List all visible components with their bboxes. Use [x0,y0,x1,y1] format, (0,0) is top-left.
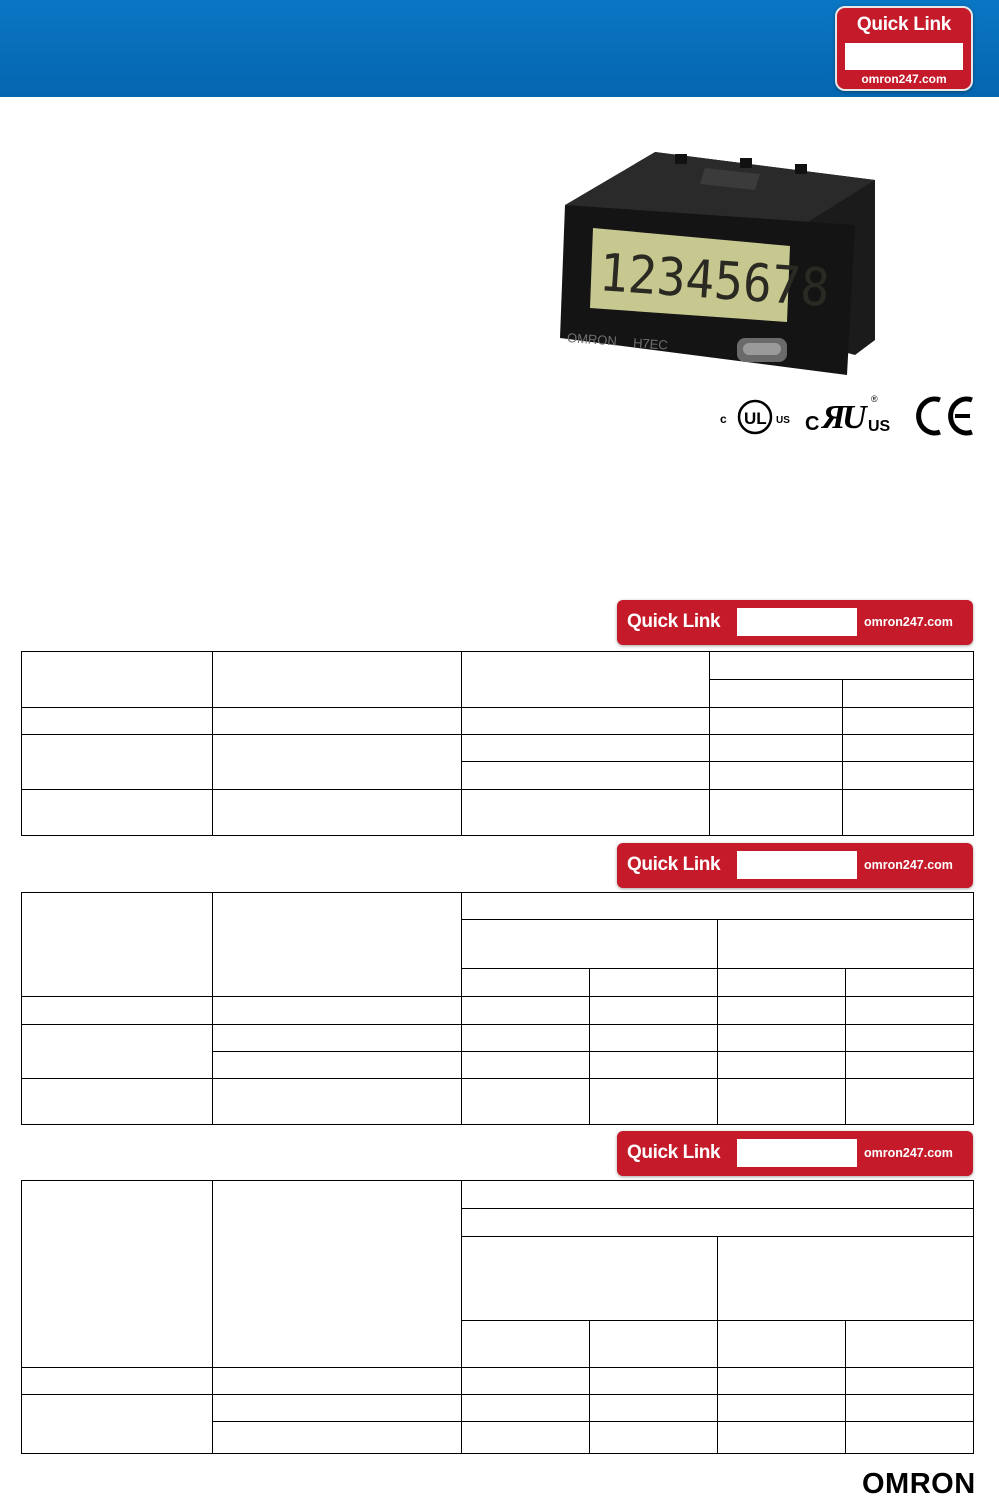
svg-text:US: US [868,418,891,435]
spec-table-3 [21,1180,974,1454]
quick-link-url[interactable]: omron247.com [864,615,953,629]
quick-link-code-field [737,608,857,636]
svg-text:US: US [776,415,790,426]
svg-text:®: ® [871,394,878,404]
product-display-digits: 12345678 [597,242,832,319]
quick-link-badge[interactable] [835,6,973,91]
certification-marks [718,388,980,438]
quick-link-code-field [737,851,857,879]
quick-link-url[interactable]: omron247.com [864,858,953,872]
product-brand-label: OMRON [566,330,618,349]
ce-mark [919,399,972,433]
quick-link-url[interactable]: omron247.com [861,72,947,86]
quick-link-bar-3[interactable] [617,1131,973,1176]
quick-link-label: Quick Link [627,854,721,875]
product-model-label: H7EC [632,335,669,353]
quick-link-url[interactable]: omron247.com [864,1146,953,1160]
omron-logo: OMRON [862,1468,976,1500]
product-image [555,150,880,375]
header-band [0,0,999,97]
quick-link-code-field [737,1139,857,1167]
cur-us-mark [805,394,891,436]
cul-us-mark [720,401,790,433]
svg-text:C: C [805,413,820,435]
spec-table-2 [21,892,974,1125]
quick-link-label: Quick Link [627,611,721,632]
quick-link-bar-1[interactable] [617,600,973,645]
svg-text:U: U [842,399,867,436]
svg-text:UL: UL [744,409,767,428]
quick-link-label: Quick Link [627,1142,721,1163]
svg-text:c: c [720,412,727,426]
svg-text:Я: Я [822,399,846,436]
quick-link-code-field [845,43,963,70]
quick-link-bar-2[interactable] [617,843,973,888]
quick-link-label: Quick Link [856,14,952,35]
spec-table-1 [21,651,974,836]
